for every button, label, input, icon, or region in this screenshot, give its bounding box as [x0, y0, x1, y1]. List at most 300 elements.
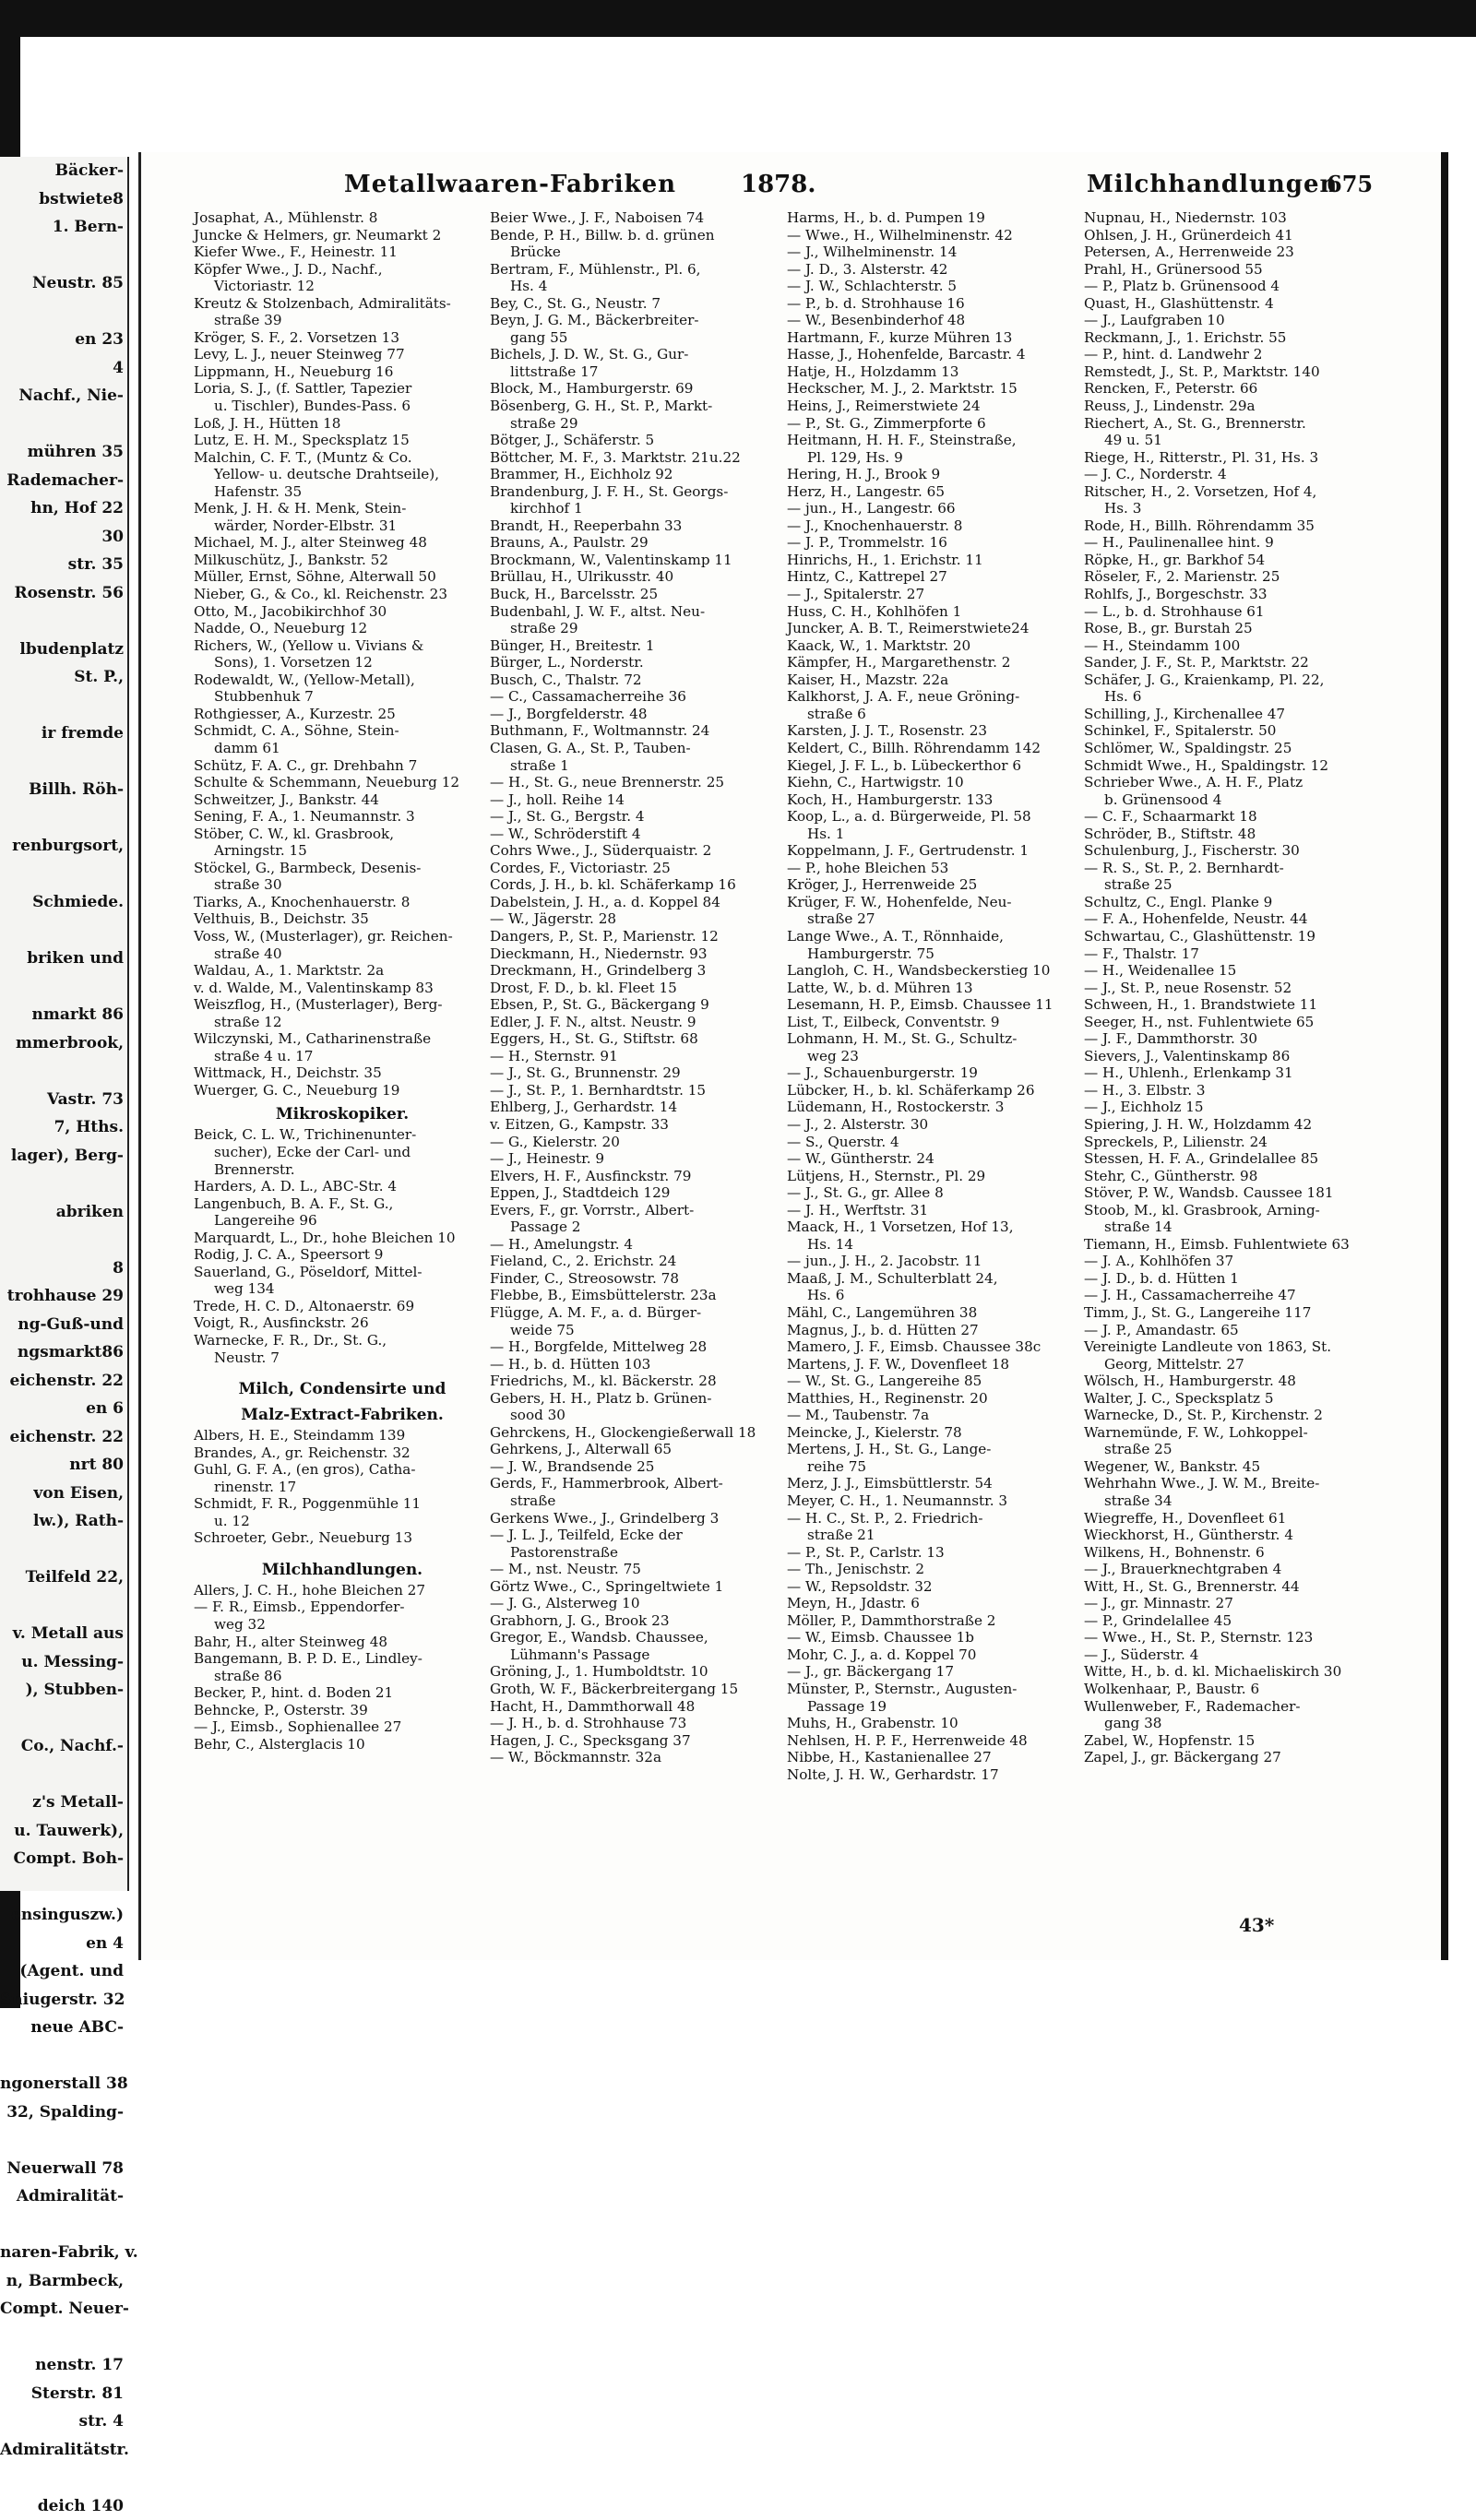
directory-entry: Lippmann, H., Neueburg 16 — [194, 363, 491, 381]
directory-entry: Kröger, J., Herrenweide 25 — [787, 876, 1084, 894]
directory-entry: Flügge, A. M. F., a. d. Bürger- — [490, 1304, 787, 1322]
directory-entry: Stöckel, G., Barmbeck, Desenis- — [194, 860, 491, 877]
directory-entry: — H., b. d. Hütten 103 — [490, 1356, 787, 1373]
strip-line: Sterstr. 81 — [0, 2380, 127, 2408]
strip-line: eichenstr. 22 — [0, 1367, 127, 1396]
directory-entry: straße 29 — [490, 620, 787, 637]
directory-entry: Böttcher, M. F., 3. Marktstr. 21u.22 — [490, 449, 787, 467]
directory-entry: — H., Weidenallee 15 — [1084, 962, 1381, 980]
directory-entry: — J., St. P., 1. Bernhardtstr. 15 — [490, 1082, 787, 1100]
directory-entry: — P., hohe Bleichen 53 — [787, 860, 1084, 877]
directory-entry: Ohlsen, J. H., Grünerdeich 41 — [1084, 227, 1381, 244]
directory-entry: — H., Amelungstr. 4 — [490, 1236, 787, 1254]
directory-entry: Kiefer Wwe., F., Heinestr. 11 — [194, 244, 491, 261]
directory-entry: Schwartau, C., Glashüttenstr. 19 — [1084, 928, 1381, 945]
directory-entry: — W., St. G., Langereihe 85 — [787, 1373, 1084, 1390]
directory-entry: Dreckmann, H., Grindelberg 3 — [490, 962, 787, 980]
directory-entry: — Th., Jenischstr. 2 — [787, 1561, 1084, 1578]
section-heading: Milch, Condensirte und — [194, 1379, 491, 1399]
directory-entry: Albers, H. E., Steindamm 139 — [194, 1427, 491, 1444]
strip-line: Schmiede. — [0, 888, 127, 917]
directory-entry: Brockmann, W., Valentinskamp 11 — [490, 552, 787, 569]
strip-line: en 23 — [0, 326, 127, 354]
strip-line: Rademacher- — [0, 467, 127, 495]
directory-entry: — H. C., St. P., 2. Friedrich- — [787, 1510, 1084, 1527]
directory-entry: — J., Borgfelderstr. 48 — [490, 706, 787, 723]
strip-line: 4 — [0, 354, 127, 383]
directory-entry: Sander, J. F., St. P., Marktstr. 22 — [1084, 654, 1381, 672]
directory-entry: — P., b. d. Strohhause 16 — [787, 295, 1084, 313]
directory-entry: Budenbahl, J. W. F., altst. Neu- — [490, 603, 787, 621]
directory-entry: straße 14 — [1084, 1218, 1381, 1236]
directory-entry: Arningstr. 15 — [194, 842, 491, 860]
directory-entry: straße 25 — [1084, 1441, 1381, 1458]
strip-line: mmerbrook, — [0, 1029, 127, 1058]
directory-entry: Bahr, H., alter Steinweg 48 — [194, 1634, 491, 1651]
directory-entry: Brandenburg, J. F. H., St. Georgs- — [490, 483, 787, 501]
directory-entry: Zapel, J., gr. Bäckergang 27 — [1084, 1749, 1381, 1766]
directory-entry: Bürger, L., Norderstr. — [490, 654, 787, 672]
strip-line: 32, Spalding- — [0, 2098, 127, 2127]
directory-entry: Muhs, H., Grabenstr. 10 — [787, 1715, 1084, 1732]
directory-entry: straße 39 — [194, 312, 491, 329]
directory-entry: — J. H., Cassamacherreihe 47 — [1084, 1287, 1381, 1304]
directory-entry: Flebbe, B., Eimsbüttelerstr. 23a — [490, 1287, 787, 1304]
directory-entry: Maack, H., 1 Vorsetzen, Hof 13, — [787, 1218, 1084, 1236]
directory-entry: Schäfer, J. G., Kraienkamp, Pl. 22, — [1084, 672, 1381, 689]
directory-entry: — J. P., Trommelstr. 16 — [787, 534, 1084, 552]
directory-page — [138, 152, 1448, 1960]
directory-entry: Röseler, F., 2. Marienstr. 25 — [1084, 568, 1381, 586]
directory-entry: Brennerstr. — [194, 1161, 491, 1179]
directory-entry: Warnemünde, F. W., Lohkoppel- — [1084, 1424, 1381, 1442]
directory-entry: — jun., H., Langestr. 66 — [787, 500, 1084, 517]
strip-line: naren-Fabrik, v. — [0, 2239, 127, 2267]
directory-entry: Stoob, M., kl. Grasbrook, Arning- — [1084, 1202, 1381, 1219]
directory-entry: Riege, H., Ritterstr., Pl. 31, Hs. 3 — [1084, 449, 1381, 467]
directory-entry: Cords, J. H., b. kl. Schäferkamp 16 — [490, 876, 787, 894]
strip-line — [0, 607, 127, 636]
strip-line: Billh. Röh- — [0, 776, 127, 804]
directory-entry: u. 12 — [194, 1513, 491, 1530]
strip-line: 8 — [0, 1254, 127, 1283]
directory-entry: Schweitzer, J., Bankstr. 44 — [194, 791, 491, 809]
directory-entry: Sening, F. A., 1. Neumannstr. 3 — [194, 808, 491, 826]
directory-entry: Behncke, P., Osterstr. 39 — [194, 1702, 491, 1719]
strip-line: St. P., — [0, 663, 127, 692]
directory-entry: Rose, B., gr. Burstah 25 — [1084, 620, 1381, 637]
strip-line — [0, 2126, 127, 2155]
directory-entry: Passage 2 — [490, 1218, 787, 1236]
strip-line: Rosenstr. 56 — [0, 579, 127, 608]
directory-entry: Dabelstein, J. H., a. d. Koppel 84 — [490, 894, 787, 911]
directory-entry: Marquardt, L., Dr., hohe Bleichen 10 — [194, 1230, 491, 1247]
directory-entry: Richers, W., (Yellow u. Vivians & — [194, 637, 491, 655]
directory-entry: Stessen, H. F. A., Grindelallee 85 — [1084, 1150, 1381, 1168]
directory-entry: Münster, P., Sternstr., Augusten- — [787, 1681, 1084, 1698]
directory-entry: Schilling, J., Kirchenallee 47 — [1084, 706, 1381, 723]
strip-line: 7, Hths. — [0, 1113, 127, 1142]
directory-entry: Harders, A. D. L., ABC-Str. 4 — [194, 1178, 491, 1195]
directory-entry: Eggers, H., St. G., Stiftstr. 68 — [490, 1030, 787, 1048]
directory-entry: Spiering, J. H. W., Holzdamm 42 — [1084, 1116, 1381, 1134]
directory-entry: — J., Knochenhauerstr. 8 — [787, 517, 1084, 535]
directory-entry: Brücke — [490, 244, 787, 261]
directory-entry: — J. D., b. d. Hütten 1 — [1084, 1270, 1381, 1288]
directory-entry: Maaß, J. M., Schulterblatt 24, — [787, 1270, 1084, 1288]
directory-entry: Sons), 1. Vorsetzen 12 — [194, 654, 491, 672]
strip-line: v. Metall aus — [0, 1620, 127, 1648]
directory-entry: Buthmann, F., Woltmannstr. 24 — [490, 722, 787, 740]
directory-entry: Elvers, H. F., Ausfinckstr. 79 — [490, 1168, 787, 1185]
directory-entry: — L., b. d. Strohhause 61 — [1084, 603, 1381, 621]
strip-line: deich 140 — [0, 2492, 127, 2520]
directory-entry: Röpke, H., gr. Barkhof 54 — [1084, 552, 1381, 569]
directory-entry: — F. A., Hohenfelde, Neustr. 44 — [1084, 910, 1381, 928]
directory-entry: Brammer, H., Eichholz 92 — [490, 466, 787, 483]
directory-entry: straße — [490, 1492, 787, 1510]
directory-entry: Gröning, J., 1. Humboldtstr. 10 — [490, 1663, 787, 1681]
directory-entry: Brandt, H., Reeperbahn 33 — [490, 517, 787, 535]
directory-entry: Sauerland, G., Pöseldorf, Mittel- — [194, 1264, 491, 1281]
directory-entry: Brüllau, H., Ulrikusstr. 40 — [490, 568, 787, 586]
directory-entry: v. Eitzen, G., Kampstr. 33 — [490, 1116, 787, 1134]
directory-entry: Köpfer Wwe., J. D., Nachf., — [194, 261, 491, 279]
strip-line: lager), Berg- — [0, 1142, 127, 1171]
running-head-year: 1878. — [741, 171, 815, 198]
directory-entry: — P., St. P., Carlstr. 13 — [787, 1544, 1084, 1562]
directory-entry: — J. W., Schlachterstr. 5 — [787, 278, 1084, 295]
directory-entry: Möller, P., Dammthorstraße 2 — [787, 1612, 1084, 1630]
directory-entry: — W., Besenbinderhof 48 — [787, 312, 1084, 329]
directory-entry: Juncker, A. B. T., Reimerstwiete24 — [787, 620, 1084, 637]
directory-entry: Schmidt Wwe., H., Spaldingstr. 12 — [1084, 757, 1381, 775]
directory-entry: gang 38 — [1084, 1715, 1381, 1732]
directory-entry: — Wwe., H., St. P., Sternstr. 123 — [1084, 1629, 1381, 1646]
directory-entry: Warnecke, F. R., Dr., St. G., — [194, 1332, 491, 1349]
directory-entry: Block, M., Hamburgerstr. 69 — [490, 380, 787, 398]
directory-entry: Schröder, B., Stiftstr. 48 — [1084, 826, 1381, 843]
strip-line: renburgsort, — [0, 832, 127, 861]
directory-entry: — H., Borgfelde, Mittelweg 28 — [490, 1338, 787, 1356]
directory-entry: Koppelmann, J. F., Gertrudenstr. 1 — [787, 842, 1084, 860]
directory-entry: Gehrckens, H., Glockengießerwall 18 — [490, 1424, 787, 1442]
strip-line: briken und — [0, 945, 127, 973]
directory-entry: straße 12 — [194, 1014, 491, 1031]
directory-entry: Görtz Wwe., C., Springeltwiete 1 — [490, 1578, 787, 1596]
directory-entry: Harms, H., b. d. Pumpen 19 — [787, 209, 1084, 227]
directory-entry: Rodewaldt, W., (Yellow-Metall), — [194, 672, 491, 689]
directory-entry: — W., Repsoldstr. 32 — [787, 1578, 1084, 1596]
directory-entry: Levy, L. J., neuer Steinweg 77 — [194, 346, 491, 363]
directory-entry: — P., St. G., Zimmerpforte 6 — [787, 415, 1084, 433]
directory-entry: Lühmann's Passage — [490, 1646, 787, 1664]
strip-line: Compt. Neuer- — [0, 2295, 127, 2324]
directory-entry: Schroeter, Gebr., Neueburg 13 — [194, 1529, 491, 1547]
directory-entry: Fieland, C., 2. Erichstr. 24 — [490, 1253, 787, 1270]
directory-entry: Schulenburg, J., Fischerstr. 30 — [1084, 842, 1381, 860]
directory-entry: Walter, J. C., Specksplatz 5 — [1084, 1390, 1381, 1408]
directory-entry: Karsten, J. J. T., Rosenstr. 23 — [787, 722, 1084, 740]
directory-entry: Schütz, F. A. C., gr. Drehbahn 7 — [194, 757, 491, 775]
directory-entry: Wolkenhaar, P., Baustr. 6 — [1084, 1681, 1381, 1698]
directory-entry: Beyn, J. G. M., Bäckerbreiter- — [490, 312, 787, 329]
directory-entry: Schlömer, W., Spaldingstr. 25 — [1084, 740, 1381, 757]
directory-entry: Müller, Ernst, Söhne, Alterwall 50 — [194, 568, 491, 586]
section-heading: Malz-Extract-Fabriken. — [194, 1405, 491, 1425]
directory-entry: Vereinigte Landleute von 1863, St. — [1084, 1338, 1381, 1356]
directory-entry: Heckscher, M. J., 2. Marktstr. 15 — [787, 380, 1084, 398]
strip-line: 30 — [0, 523, 127, 552]
directory-entry: Kalkhorst, J. A. F., neue Gröning- — [787, 688, 1084, 706]
directory-entry: Nibbe, H., Kastanienallee 27 — [787, 1749, 1084, 1766]
directory-entry: Georg, Mittelstr. 27 — [1084, 1356, 1381, 1373]
directory-entry: straße 86 — [194, 1668, 491, 1685]
directory-entry: straße 4 u. 17 — [194, 1048, 491, 1065]
directory-entry: Krüger, F. W., Hohenfelde, Neu- — [787, 894, 1084, 911]
directory-entry: — J., St. G., gr. Allee 8 — [787, 1184, 1084, 1202]
directory-entry: — H., 3. Elbstr. 3 — [1084, 1082, 1381, 1100]
directory-entry: — J., Wilhelminenstr. 14 — [787, 244, 1084, 261]
directory-entry: Wuerger, G. C., Neueburg 19 — [194, 1082, 491, 1100]
directory-entry: Passage 19 — [787, 1698, 1084, 1716]
directory-entry: — J., Eimsb., Sophienallee 27 — [194, 1718, 491, 1736]
directory-entry: Hasse, J., Hohenfelde, Barcastr. 4 — [787, 346, 1084, 363]
directory-entry: Michael, M. J., alter Steinweg 48 — [194, 534, 491, 552]
strip-line: en 6 — [0, 1395, 127, 1423]
directory-entry: Kaack, W., 1. Marktstr. 20 — [787, 637, 1084, 655]
directory-entry: Hagen, J. C., Specksgang 37 — [490, 1732, 787, 1750]
directory-entry: Riechert, A., St. G., Brennerstr. — [1084, 415, 1381, 433]
directory-entry: Kaiser, H., Mazstr. 22a — [787, 672, 1084, 689]
directory-entry: — J. C., Norderstr. 4 — [1084, 466, 1381, 483]
directory-entry: Nadde, O., Neueburg 12 — [194, 620, 491, 637]
directory-entry: — J., Spitalerstr. 27 — [787, 586, 1084, 603]
directory-entry: Ehlberg, J., Gerhardstr. 14 — [490, 1099, 787, 1116]
directory-entry: Hintz, C., Kattrepel 27 — [787, 568, 1084, 586]
strip-line: u. Messing- — [0, 1648, 127, 1677]
directory-entry: Reuss, J., Lindenstr. 29a — [1084, 398, 1381, 415]
directory-entry: straße 25 — [1084, 876, 1381, 894]
directory-entry: Schrieber Wwe., A. H. F., Platz — [1084, 774, 1381, 791]
strip-line — [0, 973, 127, 1002]
directory-entry: Menk, J. H. & H. Menk, Stein- — [194, 500, 491, 517]
strip-line: neue ABC- — [0, 2014, 127, 2042]
directory-entry: Ebsen, P., St. G., Bäckergang 9 — [490, 996, 787, 1014]
directory-entry: Friedrichs, M., kl. Bäckerstr. 28 — [490, 1373, 787, 1390]
directory-entry: — J., Schauenburgerstr. 19 — [787, 1064, 1084, 1082]
directory-entry: kirchhof 1 — [490, 500, 787, 517]
directory-entry: Warnecke, D., St. P., Kirchenstr. 2 — [1084, 1407, 1381, 1424]
directory-entry: damm 61 — [194, 740, 491, 757]
directory-entry: Schmidt, F. R., Poggenmühle 11 — [194, 1495, 491, 1513]
directory-entry: Seeger, H., nst. Fuhlentwiete 65 — [1084, 1014, 1381, 1031]
directory-entry: Voigt, R., Ausfinckstr. 26 — [194, 1314, 491, 1332]
directory-entry: Wehrhahn Wwe., J. W. M., Breite- — [1084, 1475, 1381, 1492]
directory-entry: Kreutz & Stolzenbach, Admiralitäts- — [194, 295, 491, 313]
directory-entry: Rothgiesser, A., Kurzestr. 25 — [194, 706, 491, 723]
directory-entry: — J., Laufgraben 10 — [1084, 312, 1381, 329]
directory-entry: — jun., J. H., 2. Jacobstr. 11 — [787, 1253, 1084, 1270]
directory-entry: Wegener, W., Bankstr. 45 — [1084, 1458, 1381, 1476]
strip-line: u. Tauwerk), — [0, 1817, 127, 1846]
directory-entry: — J., Brauerknechtgraben 4 — [1084, 1561, 1381, 1578]
page-header — [141, 171, 1433, 208]
directory-entry: Langenbuch, B. A. F., St. G., — [194, 1195, 491, 1213]
directory-entry: — C., Cassamacherreihe 36 — [490, 688, 787, 706]
section-heading: Milchhandlungen. — [194, 1560, 491, 1580]
directory-entry: Langloh, C. H., Wandsbeckerstieg 10 — [787, 962, 1084, 980]
directory-entry: — J. H., b. d. Strohhause 73 — [490, 1715, 787, 1732]
directory-entry: Schulte & Schemmann, Neueburg 12 — [194, 774, 491, 791]
directory-entry: Hafenstr. 35 — [194, 483, 491, 501]
directory-entry: Wittmack, H., Deichstr. 35 — [194, 1064, 491, 1082]
directory-entry: Brauns, A., Paulstr. 29 — [490, 534, 787, 552]
strip-line — [0, 917, 127, 945]
strip-line — [0, 2211, 127, 2240]
directory-entry: — H., Sternstr. 91 — [490, 1048, 787, 1065]
strip-line: lbudenplatz — [0, 636, 127, 664]
directory-entry: Pl. 129, Hs. 9 — [787, 449, 1084, 467]
directory-entry: Stöber, C. W., kl. Grasbrook, — [194, 826, 491, 843]
directory-entry: Wölsch, H., Hamburgerstr. 48 — [1084, 1373, 1381, 1390]
directory-entry: Hs. 4 — [490, 278, 787, 295]
strip-line — [0, 748, 127, 777]
directory-entry: Gehrkens, J., Alterwall 65 — [490, 1441, 787, 1458]
directory-entry: Dangers, P., St. P., Marienstr. 12 — [490, 928, 787, 945]
directory-entry: Stubbenhuk 7 — [194, 688, 491, 706]
directory-entry: Mertens, J. H., St. G., Lange- — [787, 1441, 1084, 1458]
directory-entry: — S., Querstr. 4 — [787, 1134, 1084, 1151]
directory-entry: — G., Kielerstr. 20 — [490, 1134, 787, 1151]
directory-entry: — J., gr. Minnastr. 27 — [1084, 1595, 1381, 1612]
directory-entry: Prahl, H., Grünersood 55 — [1084, 261, 1381, 279]
directory-entry: v. d. Walde, M., Valentinskamp 83 — [194, 980, 491, 997]
strip-line: Nachf., Nie- — [0, 382, 127, 410]
strip-line: lw.), Rath- — [0, 1507, 127, 1536]
directory-entry: Bey, C., St. G., Neustr. 7 — [490, 295, 787, 313]
running-head-right: Milchhandlungen — [1087, 171, 1338, 198]
directory-entry: Rode, H., Billh. Röhrendamm 35 — [1084, 517, 1381, 535]
directory-entry: Yellow- u. deutsche Drahtseile), — [194, 466, 491, 483]
directory-entry: Weiszflog, H., (Musterlager), Berg- — [194, 996, 491, 1014]
directory-entry: — F. R., Eimsb., Eppendorfer- — [194, 1599, 491, 1616]
directory-entry: Hartmann, F., kurze Mühren 13 — [787, 329, 1084, 347]
directory-entry: Neustr. 7 — [194, 1349, 491, 1367]
directory-entry: Nieber, G., & Co., kl. Reichenstr. 23 — [194, 586, 491, 603]
strip-line: ngonerstall 38 — [0, 2070, 127, 2098]
directory-entry: weg 134 — [194, 1280, 491, 1298]
directory-entry: straße 27 — [787, 910, 1084, 928]
directory-entry: Mohr, C. J., a. d. Koppel 70 — [787, 1646, 1084, 1664]
directory-entry: Meyer, C. H., 1. Neumannstr. 3 — [787, 1492, 1084, 1510]
directory-entry: Tiarks, A., Knochenhauerstr. 8 — [194, 894, 491, 911]
directory-entry: Grabhorn, J. G., Brook 23 — [490, 1612, 787, 1630]
strip-line: 1. Bern- — [0, 213, 127, 242]
directory-entry: Reckmann, J., 1. Erichstr. 55 — [1084, 329, 1381, 347]
strip-line — [0, 692, 127, 720]
directory-entry: — J. P., Amandastr. 65 — [1084, 1322, 1381, 1339]
strip-line — [0, 804, 127, 833]
directory-entry: — Wwe., H., Wilhelminenstr. 42 — [787, 227, 1084, 244]
directory-entry: Gerds, F., Hammerbrook, Albert- — [490, 1475, 787, 1492]
directory-entry: Zabel, W., Hopfenstr. 15 — [1084, 1732, 1381, 1750]
directory-entry: Bösenberg, G. H., St. P., Markt- — [490, 398, 787, 415]
directory-entry: Hamburgerstr. 75 — [787, 945, 1084, 963]
directory-entry: weide 75 — [490, 1322, 787, 1339]
directory-entry: Finder, C., Streosowstr. 78 — [490, 1270, 787, 1288]
strip-line: ensinguszw.) — [0, 1901, 127, 1930]
directory-entry: Wullenweber, F., Rademacher- — [1084, 1698, 1381, 1716]
directory-entry: — J., holl. Reihe 14 — [490, 791, 787, 809]
directory-entry: — C. F., Schaarmarkt 18 — [1084, 808, 1381, 826]
strip-line: z's Metall- — [0, 1789, 127, 1817]
directory-entry: Bichels, J. D. W., St. G., Gur- — [490, 346, 787, 363]
strip-line — [0, 861, 127, 889]
directory-entry: wärder, Norder-Elbstr. 31 — [194, 517, 491, 535]
directory-entry: Rencken, F., Peterstr. 66 — [1084, 380, 1381, 398]
directory-entry: — J. F., Dammthorstr. 30 — [1084, 1030, 1381, 1048]
directory-entry: Becker, P., hint. d. Boden 21 — [194, 1684, 491, 1702]
strip-line — [0, 2464, 127, 2492]
directory-entry: Mamero, J. F., Eimsb. Chaussee 38c — [787, 1338, 1084, 1356]
directory-entry: Wilczynski, M., Catharinenstraße — [194, 1030, 491, 1048]
directory-entry: Tiemann, H., Eimsb. Fuhlentwiete 63 — [1084, 1236, 1381, 1254]
directory-entry: Edler, J. F. N., altst. Neustr. 9 — [490, 1014, 787, 1031]
strip-line — [0, 298, 127, 327]
strip-line: Bäcker- — [0, 157, 127, 185]
directory-entry: Beier Wwe., J. F., Naboisen 74 — [490, 209, 787, 227]
directory-entry: straße 40 — [194, 945, 491, 963]
section-heading: Mikroskopiker. — [194, 1104, 491, 1124]
directory-entry: reihe 75 — [787, 1458, 1084, 1476]
directory-entry: Waldau, A., 1. Marktstr. 2a — [194, 962, 491, 980]
directory-entry: Hs. 6 — [1084, 688, 1381, 706]
strip-line: hn, Hof 22 — [0, 494, 127, 523]
directory-entry: Martens, J. F. W., Dovenfleet 18 — [787, 1356, 1084, 1373]
directory-entry: Herz, H., Langestr. 65 — [787, 483, 1084, 501]
directory-entry: Lohmann, H. M., St. G., Schultz- — [787, 1030, 1084, 1048]
strip-line — [0, 2042, 127, 2071]
directory-entry: weg 32 — [194, 1616, 491, 1634]
directory-entry: Remstedt, J., St. P., Marktstr. 140 — [1084, 363, 1381, 381]
strip-line — [0, 2324, 127, 2352]
directory-entry: Hering, H. J., Brook 9 — [787, 466, 1084, 483]
directory-entry: Merz, J. J., Eimsbüttlerstr. 54 — [787, 1475, 1084, 1492]
strip-line — [0, 1057, 127, 1086]
directory-entry: — J., 2. Alsterstr. 30 — [787, 1116, 1084, 1134]
directory-entry: Wieckhorst, H., Güntherstr. 4 — [1084, 1527, 1381, 1544]
directory-entry: Trede, H. C. D., Altonaerstr. 69 — [194, 1298, 491, 1315]
directory-entry: Josaphat, A., Mühlenstr. 8 — [194, 209, 491, 227]
directory-entry: — J. L. J., Teilfeld, Ecke der — [490, 1527, 787, 1544]
directory-entry: Hinrichs, H., 1. Erichstr. 11 — [787, 552, 1084, 569]
directory-entry: Lütjens, H., Sternstr., Pl. 29 — [787, 1168, 1084, 1185]
directory-entry: Brandes, A., gr. Reichenstr. 32 — [194, 1444, 491, 1462]
directory-entry: — P., hint. d. Landwehr 2 — [1084, 346, 1381, 363]
strip-line — [0, 1170, 127, 1198]
directory-entry: Victoriastr. 12 — [194, 278, 491, 295]
strip-line — [0, 1873, 127, 1902]
directory-entry: Keldert, C., Billh. Röhrendamm 142 — [787, 740, 1084, 757]
strip-line: str. 35 — [0, 551, 127, 579]
strip-line: ), Stubben- — [0, 1676, 127, 1705]
directory-entry: List, T., Eilbeck, Conventstr. 9 — [787, 1014, 1084, 1031]
page-number: 675 — [1327, 171, 1373, 197]
directory-entry: — H., Uhlenh., Erlenkamp 31 — [1084, 1064, 1381, 1082]
strip-line — [0, 410, 127, 439]
strip-line: nmarkt 86 — [0, 1001, 127, 1029]
